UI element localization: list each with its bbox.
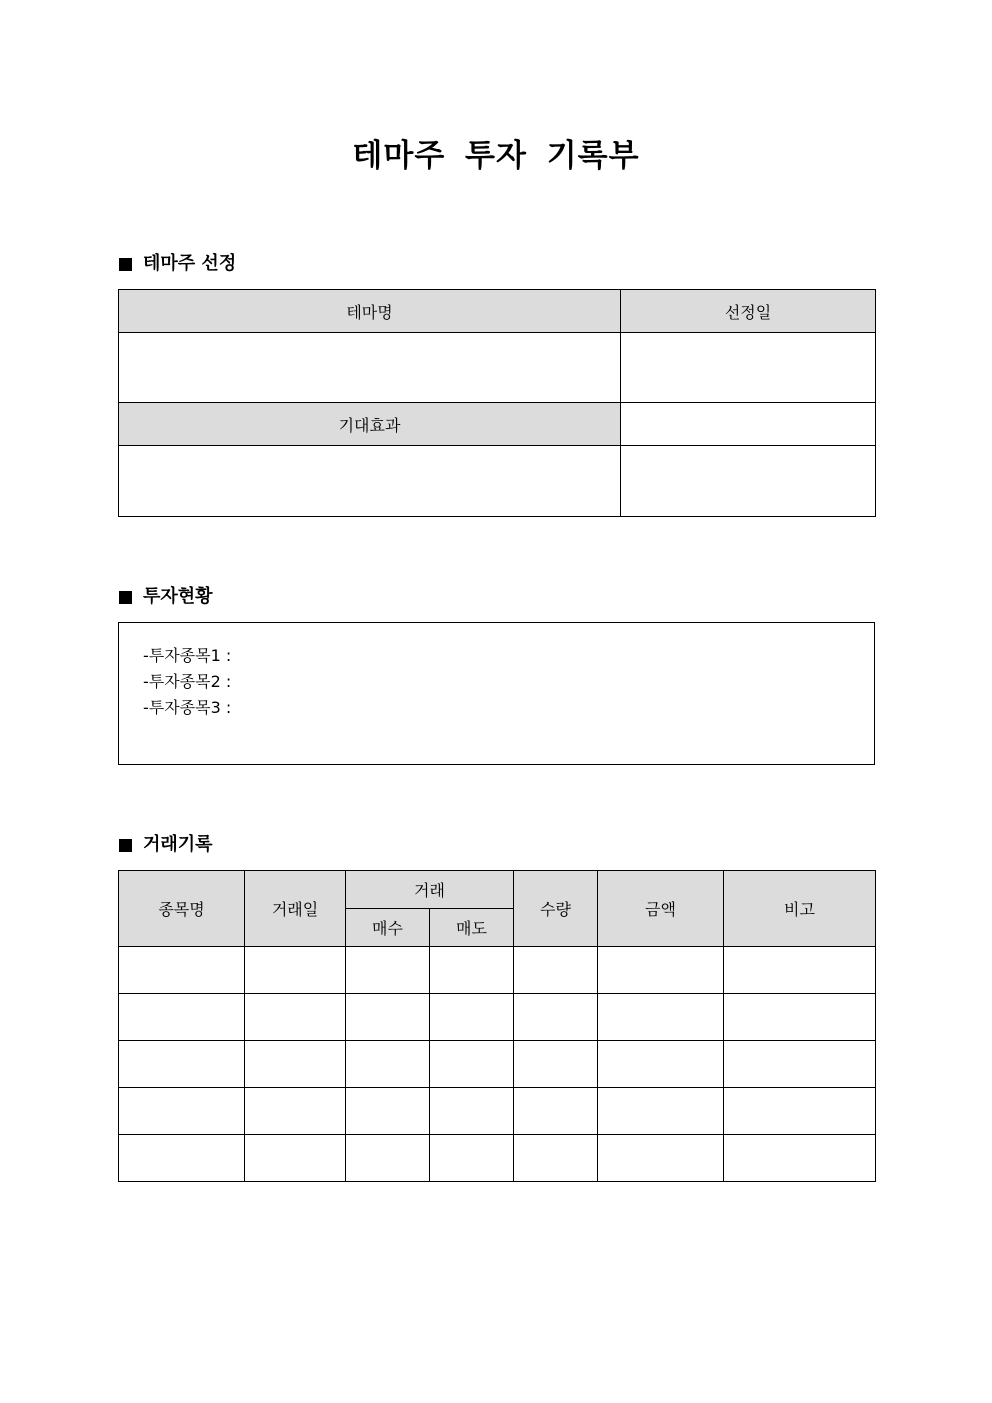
table-row <box>119 1135 876 1182</box>
section-title-selection: 테마주 선정 <box>143 253 237 274</box>
table-cell[interactable] <box>598 1135 724 1182</box>
table-cell[interactable] <box>119 1041 245 1088</box>
expected-effect-side-value-cell[interactable] <box>621 446 876 517</box>
table-cell[interactable] <box>514 947 598 994</box>
table-cell[interactable] <box>245 1088 346 1135</box>
square-bullet-icon <box>119 839 132 852</box>
table-cell[interactable] <box>598 947 724 994</box>
sell-header: 매도 <box>430 909 514 947</box>
table-cell[interactable] <box>430 1088 514 1135</box>
table-row <box>119 994 876 1041</box>
table-row <box>119 947 876 994</box>
table-cell[interactable] <box>346 1088 430 1135</box>
table-cell[interactable] <box>514 1088 598 1135</box>
table-cell[interactable] <box>724 947 876 994</box>
table-cell[interactable] <box>430 1135 514 1182</box>
page-title: 테마주 투자 기록부 <box>352 138 640 174</box>
section-heading-records <box>119 833 213 857</box>
table-cell[interactable] <box>598 1088 724 1135</box>
buy-header: 매수 <box>346 909 430 947</box>
list-item: -투자종목2 : <box>143 672 232 691</box>
section-title-status: 투자현황 <box>143 586 213 607</box>
table-cell[interactable] <box>514 1135 598 1182</box>
theme-name-header: 테마명 <box>119 290 621 333</box>
table-cell[interactable] <box>724 1041 876 1088</box>
table-cell[interactable] <box>724 994 876 1041</box>
table-cell[interactable] <box>514 1041 598 1088</box>
section-title-records: 거래기록 <box>143 834 213 855</box>
table-cell[interactable] <box>119 1088 245 1135</box>
table-cell[interactable] <box>119 947 245 994</box>
table-cell[interactable] <box>346 994 430 1041</box>
trade-date-header: 거래일 <box>245 871 346 947</box>
expected-effect-header: 기대효과 <box>119 403 621 446</box>
table-cell[interactable] <box>245 1041 346 1088</box>
investment-status-list <box>119 623 874 721</box>
table-cell[interactable] <box>119 994 245 1041</box>
selection-date-header: 선정일 <box>621 290 876 333</box>
table-cell[interactable] <box>346 1135 430 1182</box>
list-item: -투자종목1 : <box>143 646 232 665</box>
quantity-header: 수량 <box>514 871 598 947</box>
trade-header: 거래 <box>346 871 514 909</box>
table-row <box>119 1088 876 1135</box>
table-cell[interactable] <box>245 1135 346 1182</box>
table-cell[interactable] <box>119 1135 245 1182</box>
note-header: 비고 <box>724 871 876 947</box>
table-cell[interactable] <box>430 947 514 994</box>
list-item: -투자종목3 : <box>143 698 232 717</box>
table-cell[interactable] <box>430 994 514 1041</box>
square-bullet-icon <box>119 591 132 604</box>
table-cell[interactable] <box>346 1041 430 1088</box>
section-heading-status <box>119 585 213 609</box>
trade-records-table <box>118 870 876 1182</box>
investment-status-box[interactable] <box>118 622 875 765</box>
table-cell[interactable] <box>514 994 598 1041</box>
table-row <box>119 1041 876 1088</box>
theme-name-cell[interactable] <box>119 333 621 403</box>
table-cell[interactable] <box>346 947 430 994</box>
expected-effect-cell[interactable] <box>119 446 621 517</box>
table-cell[interactable] <box>430 1041 514 1088</box>
stock-name-header: 종목명 <box>119 871 245 947</box>
table-cell[interactable] <box>598 1041 724 1088</box>
table-cell[interactable] <box>724 1088 876 1135</box>
table-cell[interactable] <box>724 1135 876 1182</box>
expected-effect-side-cell[interactable] <box>621 403 876 446</box>
amount-header: 금액 <box>598 871 724 947</box>
section-heading-selection <box>119 252 236 276</box>
selection-date-cell[interactable] <box>621 333 876 403</box>
square-bullet-icon <box>119 258 132 271</box>
table-cell[interactable] <box>245 994 346 1041</box>
theme-selection-table <box>118 289 876 517</box>
table-cell[interactable] <box>245 947 346 994</box>
table-cell[interactable] <box>598 994 724 1041</box>
